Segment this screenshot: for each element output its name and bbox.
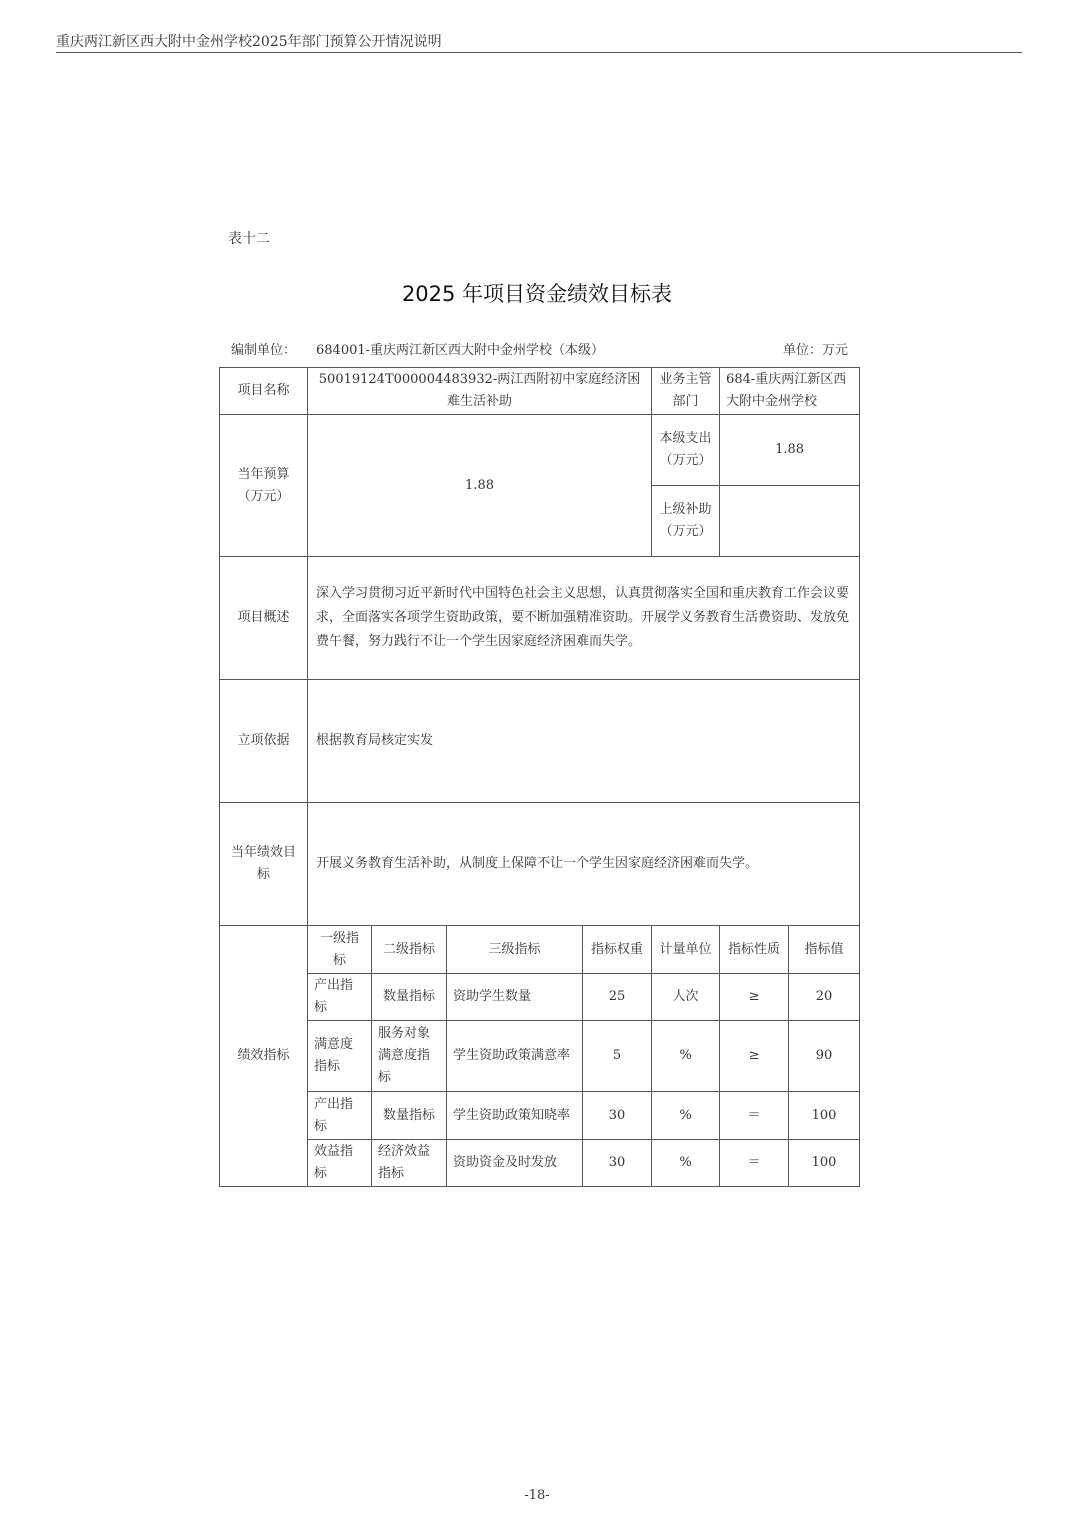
indicator-cell: 产出指标 <box>308 974 372 1021</box>
indicator-header-row <box>220 926 860 974</box>
performance-target-table <box>219 367 860 1187</box>
indicator-cell: 数量指标 <box>372 1092 447 1140</box>
overview-label: 项目概述 <box>220 557 308 680</box>
running-header: 重庆两江新区西大附中金州学校2025年部门预算公开情况说明 <box>56 34 442 50</box>
overview-row <box>220 557 860 680</box>
indicator-header-cell: 指标权重 <box>583 926 652 974</box>
basis-row <box>220 680 860 803</box>
indicator-cell: 满意度指标 <box>308 1021 372 1092</box>
org-value: 684001-重庆两江新区西大附中金州学校（本级） <box>316 343 605 358</box>
dept-label: 业务主管部门 <box>652 368 720 415</box>
indicator-cell: 30 <box>583 1092 652 1140</box>
table-number: 表十二 <box>228 231 270 247</box>
document-title: 2025 年项目资金绩效目标表 <box>401 282 673 306</box>
indicator-cell: 90 <box>789 1021 860 1092</box>
basis-value: 根据教育局核定实发 <box>308 680 860 803</box>
indicator-header-cell: 二级指标 <box>372 926 447 974</box>
indicator-cell: 学生资助政策知晓率 <box>447 1092 583 1140</box>
indicator-cell: 产出指标 <box>308 1092 372 1140</box>
budget-row-own <box>220 415 860 486</box>
indicator-cell: 资助学生数量 <box>447 974 583 1021</box>
org-label: 编制单位： <box>231 343 297 358</box>
unit-label: 单位：万元 <box>783 343 849 358</box>
indicator-cell: ＝ <box>720 1140 789 1187</box>
own-spend-label: 本级支出（万元） <box>652 415 720 486</box>
overview-value: 深入学习贯彻习近平新时代中国特色社会主义思想，认真贯彻落实全国和重庆教育工作会议要求，全面落实各项学生资助政策，要不断加强精准资助。开展学义务教育生活费资助、发放免费午餐，努力践行不让一个学生因家庭经济困难而失学。 <box>308 557 860 680</box>
own-spend-value: 1.88 <box>720 415 860 486</box>
indicator-cell: 资助资金及时发放 <box>447 1140 583 1187</box>
indicator-row <box>220 1021 860 1092</box>
indicator-cell: ≥ <box>720 974 789 1021</box>
project-name-row <box>220 368 860 415</box>
indicator-row <box>220 1140 860 1187</box>
indicator-cell: 20 <box>789 974 860 1021</box>
basis-label: 立项依据 <box>220 680 308 803</box>
indicator-cell: 100 <box>789 1092 860 1140</box>
indicator-cell: 100 <box>789 1140 860 1187</box>
goal-value: 开展义务教育生活补助，从制度上保障不让一个学生因家庭经济困难而失学。 <box>308 803 860 926</box>
indicator-cell: 人次 <box>652 974 720 1021</box>
indicator-cell: % <box>652 1092 720 1140</box>
indicator-cell: 经济效益指标 <box>372 1140 447 1187</box>
indicator-cell: 25 <box>583 974 652 1021</box>
project-name-label: 项目名称 <box>220 368 308 415</box>
upper-subsidy-label: 上级补助（万元） <box>652 486 720 557</box>
budget-label: 当年预算（万元） <box>220 415 308 557</box>
indicator-cell: 数量指标 <box>372 974 447 1021</box>
page-number: -18- <box>524 1488 550 1503</box>
goal-label: 当年绩效目标 <box>220 803 308 926</box>
indicator-header-cell: 计量单位 <box>652 926 720 974</box>
indicator-row <box>220 974 860 1021</box>
indicator-cell: ≥ <box>720 1021 789 1092</box>
indicator-cell: 服务对象满意度指标 <box>372 1021 447 1092</box>
indicator-header-cell: 指标值 <box>789 926 860 974</box>
indicator-header-cell: 一级指标 <box>308 926 372 974</box>
indicator-header-cell: 三级指标 <box>447 926 583 974</box>
goal-row <box>220 803 860 926</box>
header-divider <box>56 52 1022 53</box>
indicator-header-cell: 指标性质 <box>720 926 789 974</box>
indicator-cell: % <box>652 1140 720 1187</box>
indicator-row <box>220 1092 860 1140</box>
upper-subsidy-value <box>720 486 860 557</box>
indicators-label: 绩效指标 <box>220 926 308 1187</box>
project-name-value: 50019124T000004483932-两江西附初中家庭经济困难生活补助 <box>308 368 652 415</box>
indicator-cell: % <box>652 1021 720 1092</box>
indicator-cell: 30 <box>583 1140 652 1187</box>
indicator-cell: 5 <box>583 1021 652 1092</box>
indicator-cell: 效益指标 <box>308 1140 372 1187</box>
indicator-cell: 学生资助政策满意率 <box>447 1021 583 1092</box>
budget-value: 1.88 <box>308 415 652 557</box>
dept-value: 684-重庆两江新区西大附中金州学校 <box>720 368 860 415</box>
indicator-cell: ＝ <box>720 1092 789 1140</box>
